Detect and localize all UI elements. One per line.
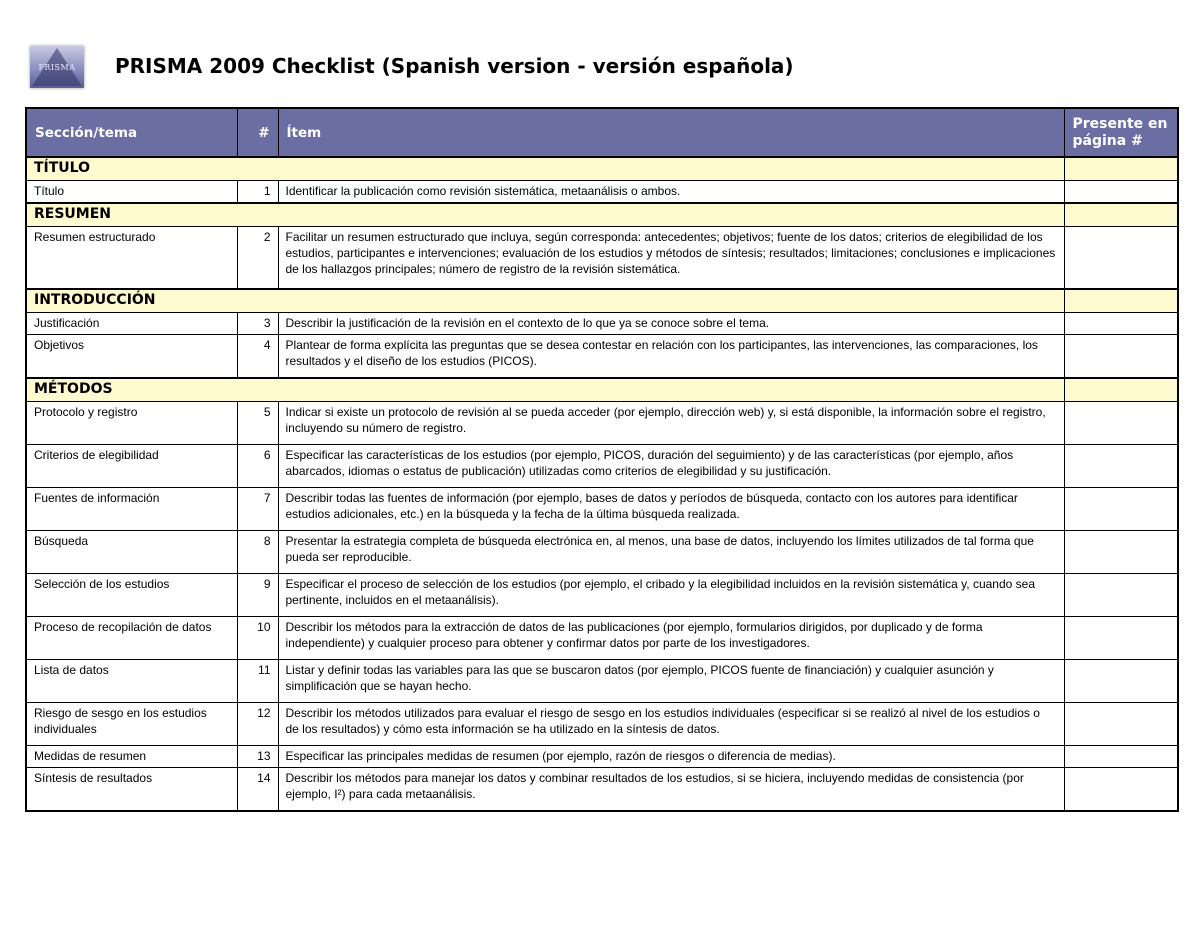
item-cell: Especificar las principales medidas de resumen (por ejemplo, razón de riesgos o diferencia de medias). <box>278 746 1064 768</box>
section-row <box>26 203 1178 227</box>
page-cell <box>1064 313 1178 335</box>
item-cell: Describir los métodos para la extracción de datos de las publicaciones (por ejemplo, formularios dirigidos, por duplicado y de forma independiente) y cualquier proceso para obtener y confirmar datos por parte de los investigadores. <box>278 617 1064 660</box>
page-cell <box>1064 227 1178 290</box>
column-header-number: # <box>237 108 278 157</box>
section-title: RESUMEN <box>26 203 1064 227</box>
item-cell: Facilitar un resumen estructurado que incluya, según corresponda: antecedentes; objetivos; fuente de los datos; criterios de elegibilidad de los estudios, participantes e intervenciones; evaluación de los estudios y métodos de síntesis; resultados; limitaciones; conclusiones e implicaciones de los hallazgos principales; número de registro de la revisión sistemática. <box>278 227 1064 290</box>
number-cell: 3 <box>237 313 278 335</box>
topic-cell: Fuentes de información <box>26 488 237 531</box>
number-cell: 4 <box>237 335 278 379</box>
item-cell: Especificar el proceso de selección de los estudios (por ejemplo, el cribado y la elegibilidad incluidos en la revisión sistemática y, cuando sea pertinente, incluidos en el metaanálisis). <box>278 574 1064 617</box>
topic-cell: Justificación <box>26 313 237 335</box>
topic-cell: Objetivos <box>26 335 237 379</box>
page-cell <box>1064 335 1178 379</box>
section-row <box>26 378 1178 402</box>
table-row <box>26 488 1178 531</box>
section-page-cell <box>1064 157 1178 181</box>
item-cell: Describir la justificación de la revisión en el contexto de lo que ya se conoce sobre el tema. <box>278 313 1064 335</box>
page-cell <box>1064 703 1178 746</box>
page-title: PRISMA 2009 Checklist (Spanish version - versión española) <box>115 54 794 78</box>
number-cell: 10 <box>237 617 278 660</box>
topic-cell: Riesgo de sesgo en los estudios individuales <box>26 703 237 746</box>
section-row <box>26 157 1178 181</box>
number-cell: 14 <box>237 768 278 812</box>
table-row <box>26 227 1178 290</box>
column-header-page: Presente en página # <box>1064 108 1178 157</box>
item-cell: Especificar las características de los estudios (por ejemplo, PICOS, duración del seguimiento) y de las características (por ejemplo, años abarcados, idiomas o estatus de publicación) utilizadas como criterios de elegibilidad y su justificación. <box>278 445 1064 488</box>
page-cell <box>1064 402 1178 445</box>
item-cell: Listar y definir todas las variables para las que se buscaron datos (por ejemplo, PICOS fuente de financiación) y cualquier asunción y simplificación que se hayan hecho. <box>278 660 1064 703</box>
item-cell: Describir los métodos para manejar los datos y combinar resultados de los estudios, si se hiciera, incluyendo medidas de consistencia (por ejemplo, I²) para cada metaanálisis. <box>278 768 1064 812</box>
checklist-table <box>25 107 1179 812</box>
number-cell: 5 <box>237 402 278 445</box>
topic-cell: Búsqueda <box>26 531 237 574</box>
topic-cell: Criterios de elegibilidad <box>26 445 237 488</box>
topic-cell: Proceso de recopilación de datos <box>26 617 237 660</box>
table-row <box>26 313 1178 335</box>
page-cell <box>1064 660 1178 703</box>
topic-cell: Resumen estructurado <box>26 227 237 290</box>
item-cell: Indicar si existe un protocolo de revisión al se pueda acceder (por ejemplo, dirección web) y, si está disponible, la información sobre el registro, incluyendo su número de registro. <box>278 402 1064 445</box>
item-cell: Describir todas las fuentes de información (por ejemplo, bases de datos y períodos de búsqueda, contacto con los autores para identificar estudios adicionales, etc.) en la búsqueda y la fecha de la última búsqueda realizada. <box>278 488 1064 531</box>
table-row <box>26 617 1178 660</box>
page-cell <box>1064 531 1178 574</box>
number-cell: 11 <box>237 660 278 703</box>
table-row <box>26 574 1178 617</box>
table-row <box>26 768 1178 812</box>
section-title: MÉTODOS <box>26 378 1064 402</box>
column-header-section: Sección/tema <box>26 108 237 157</box>
item-cell: Identificar la publicación como revisión sistemática, metaanálisis o ambos. <box>278 181 1064 204</box>
page-cell <box>1064 746 1178 768</box>
number-cell: 6 <box>237 445 278 488</box>
number-cell: 7 <box>237 488 278 531</box>
page-cell <box>1064 617 1178 660</box>
section-title: INTRODUCCIÓN <box>26 289 1064 313</box>
topic-cell: Título <box>26 181 237 204</box>
table-row <box>26 703 1178 746</box>
section-page-cell <box>1064 289 1178 313</box>
item-cell: Plantear de forma explícita las preguntas que se desea contestar en relación con los participantes, las intervenciones, las comparaciones, los resultados y el diseño de los estudios (PICOS). <box>278 335 1064 379</box>
number-cell: 2 <box>237 227 278 290</box>
section-title: TÍTULO <box>26 157 1064 181</box>
section-row <box>26 289 1178 313</box>
item-cell: Presentar la estrategia completa de búsqueda electrónica en, al menos, una base de datos, incluyendo los límites utilizados de tal forma que pueda ser reproducible. <box>278 531 1064 574</box>
table-header-row <box>26 108 1178 157</box>
item-cell: Describir los métodos utilizados para evaluar el riesgo de sesgo en los estudios individuales (especificar si se realizó al nivel de los estudios o de los resultados) y cómo esta información se ha utilizado en la síntesis de datos. <box>278 703 1064 746</box>
number-cell: 13 <box>237 746 278 768</box>
column-header-item: Ítem <box>278 108 1064 157</box>
number-cell: 1 <box>237 181 278 204</box>
section-page-cell <box>1064 203 1178 227</box>
section-page-cell <box>1064 378 1178 402</box>
table-row <box>26 402 1178 445</box>
number-cell: 12 <box>237 703 278 746</box>
page-cell <box>1064 181 1178 204</box>
logo-text: PRISMA <box>38 63 76 72</box>
table-row <box>26 660 1178 703</box>
page-cell <box>1064 768 1178 812</box>
topic-cell: Lista de datos <box>26 660 237 703</box>
topic-cell: Síntesis de resultados <box>26 768 237 812</box>
page-cell <box>1064 445 1178 488</box>
table-row <box>26 746 1178 768</box>
number-cell: 8 <box>237 531 278 574</box>
table-row <box>26 445 1178 488</box>
topic-cell: Protocolo y registro <box>26 402 237 445</box>
topic-cell: Medidas de resumen <box>26 746 237 768</box>
table-row <box>26 181 1178 204</box>
checklist-body <box>26 157 1178 811</box>
topic-cell: Selección de los estudios <box>26 574 237 617</box>
page-cell <box>1064 488 1178 531</box>
number-cell: 9 <box>237 574 278 617</box>
table-row <box>26 531 1178 574</box>
table-row <box>26 335 1178 379</box>
page-cell <box>1064 574 1178 617</box>
prisma-logo <box>30 46 84 88</box>
